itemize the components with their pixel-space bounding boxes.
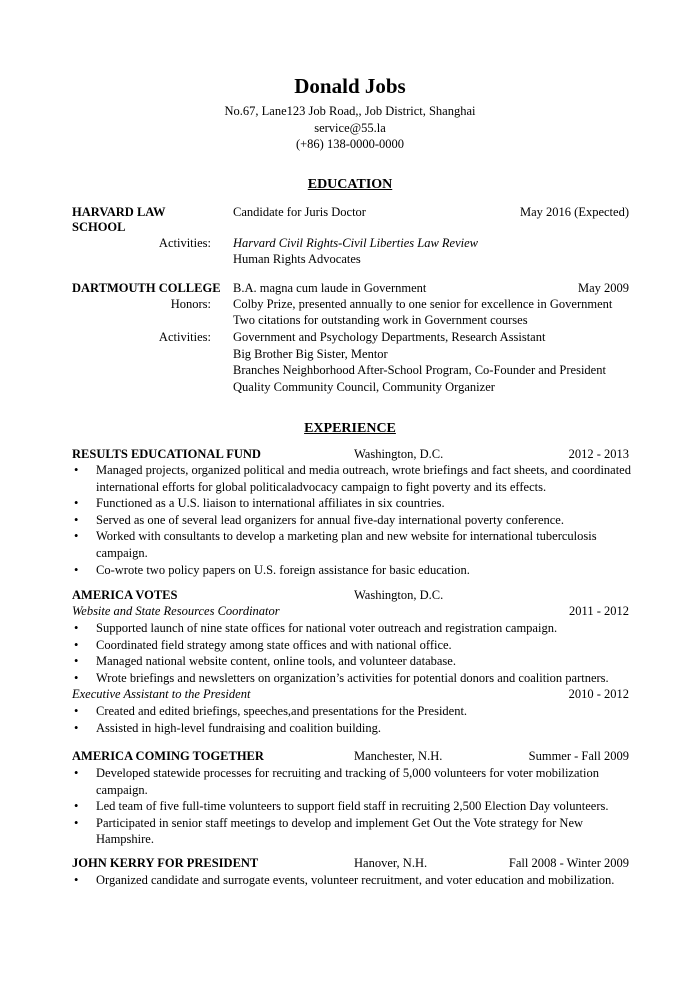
america-votes-location: Washington, D.C. — [354, 588, 444, 602]
harvard-activities-label: Activities: — [158, 236, 211, 250]
dartmouth-activity: Government and Psychology Departments, Research Assistant — [233, 330, 546, 344]
dartmouth-activity: Quality Community Council, Community Organizer — [233, 380, 495, 394]
list-item: • Supported launch of nine state offices for national voter outreach and registration campaign. — [72, 620, 632, 637]
act-bullets — [72, 765, 632, 848]
harvard-school-line2: SCHOOL — [72, 220, 126, 234]
america-votes-role2: Executive Assistant to the President — [72, 687, 251, 701]
results-location: Washington, D.C. — [354, 447, 444, 461]
harvard-school-line1: HARVARD LAW — [72, 205, 166, 219]
america-votes-org: AMERICA VOTES — [72, 588, 178, 602]
list-item: • Led team of five full-time volunteers to support field staff in recruiting 2,500 Election Day volunteers. — [72, 798, 632, 815]
list-item: • Developed statewide processes for recruiting and tracking of 5,000 volunteers for voter mobilization campaign. — [72, 765, 632, 798]
list-item: • Functioned as a U.S. liaison to international affiliates in six countries. — [72, 495, 632, 512]
email: service@55.la — [314, 121, 386, 135]
america-votes-role1-dates: 2011 - 2012 — [569, 604, 629, 618]
act-location: Manchester, N.H. — [354, 749, 443, 763]
list-item: • Worked with consultants to develop a marketing plan and new website for international tuberculosis campaign. — [72, 528, 632, 561]
dartmouth-activity: Big Brother Big Sister, Mentor — [233, 347, 388, 361]
kerry-location: Hanover, N.H. — [354, 856, 428, 870]
harvard-activity: Harvard Civil Rights-Civil Liberties Law Review — [233, 236, 479, 250]
list-item: • Organized candidate and surrogate events, volunteer recruitment, and voter education and mobilization. — [72, 872, 632, 889]
results-org: RESULTS EDUCATIONAL FUND — [72, 447, 261, 461]
list-item: • Coordinated field strategy among state offices and with national office. — [72, 637, 632, 654]
results-dates: 2012 - 2013 — [568, 447, 629, 461]
harvard-degree: Candidate for Juris Doctor — [233, 205, 366, 219]
act-org: AMERICA COMING TOGETHER — [72, 749, 264, 763]
dartmouth-date: May 2009 — [577, 281, 629, 295]
dartmouth-school: DARTMOUTH COLLEGE — [72, 281, 221, 295]
education-heading: EDUCATION — [307, 177, 393, 192]
experience-heading: EXPERIENCE — [304, 421, 396, 436]
phone: (+86) 138-0000-0000 — [295, 137, 405, 151]
list-item: • Wrote briefings and newsletters on organization’s activities for potential donors and coalition partners. — [72, 670, 632, 687]
kerry-org: JOHN KERRY FOR PRESIDENT — [72, 856, 259, 870]
harvard-date: May 2016 (Expected) — [520, 205, 629, 219]
list-item: • Created and edited briefings, speeches,and presentations for the President. — [72, 703, 632, 720]
dartmouth-degree: B.A. magna cum laude in Government — [233, 281, 427, 295]
dartmouth-honor: Colby Prize, presented annually to one senior for excellence in Government — [233, 297, 613, 311]
dartmouth-activity: Branches Neighborhood After-School Program, Co-Founder and President — [233, 363, 606, 377]
act-dates: Summer - Fall 2009 — [528, 749, 629, 763]
kerry-dates: Fall 2008 - Winter 2009 — [508, 856, 629, 870]
list-item: • Co-wrote two policy papers on U.S. foreign assistance for basic education. — [72, 562, 632, 579]
america-votes-role2-bullets — [72, 703, 632, 736]
list-item: • Assisted in high-level fundraising and coalition building. — [72, 720, 632, 737]
list-item: • Participated in senior staff meetings to develop and implement Get Out the Vote strategy for New Hampshire. — [72, 815, 632, 848]
list-item: • Managed projects, organized political and media outreach, wrote briefings and fact sheets, and coordinated international efforts for global politicaladvocacy campaign to fight poverty and its effects. — [72, 462, 632, 495]
dartmouth-honors-label: Honors: — [170, 297, 211, 311]
america-votes-role1: Website and State Resources Coordinator — [72, 604, 280, 618]
list-item: • Managed national website content, online tools, and volunteer database. — [72, 653, 632, 670]
address: No.67, Lane123 Job Road,, Job District, Shanghai — [224, 104, 476, 118]
harvard-activity: Human Rights Advocates — [233, 252, 361, 266]
america-votes-role1-bullets — [72, 620, 632, 686]
kerry-bullets — [72, 872, 632, 889]
america-votes-role2-dates: 2010 - 2012 — [568, 687, 629, 701]
dartmouth-activities-label: Activities: — [158, 330, 211, 344]
results-bullets — [72, 462, 632, 578]
list-item: • Served as one of several lead organizers for annual five-day international poverty conference. — [72, 512, 632, 529]
dartmouth-honor: Two citations for outstanding work in Government courses — [233, 313, 528, 327]
candidate-name: Donald Jobs — [294, 74, 406, 98]
